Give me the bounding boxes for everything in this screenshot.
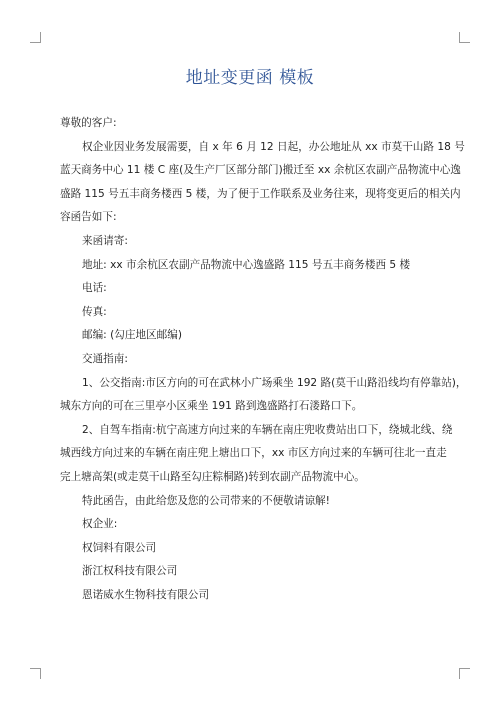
address-line: 地址: xx 市余杭区农副产品物流中心逸盛路 115 号五丰商务楼西 5 楼 [82, 258, 411, 271]
contact-heading: 来函请寄: [82, 234, 128, 247]
postcode-line: 邮编: (勾庄地区邮编) [82, 329, 182, 342]
intro-line-2: 蓝天商务中心 11 楼 C 座(及生产厂区部分部门)搬迁至 xx 余杭区农副产品物流中心逸 [60, 164, 461, 177]
bus-guide-line-2: 城东方向的可在三里亭小区乘坐 191 路到逸盛路打石溇路口下。 [60, 400, 363, 413]
intro-line-1: 权企业因业务发展需要，自 x 年 6 月 12 日起，办公地址从 xx 市莫干山路 18 号 [82, 140, 465, 153]
intro-line-3: 盛路 115 号五丰商务楼西 5 楼，为了便于工作联系及业务往来，现将变更后的相关内 [60, 187, 461, 200]
car-guide-line-3: 完上塘高架(或走莫干山路至勾庄粽桐路)转到农副产品物流中心。 [60, 470, 365, 483]
greeting: 尊敬的客户: [60, 117, 117, 129]
company-2: 浙江权科技有限公司 [82, 565, 178, 578]
document-title: 地址变更函 模板 [185, 68, 315, 88]
document-body [60, 112, 467, 607]
bus-guide-line-1: 1、公交指南:市区方向的可在武林小广场乘坐 192 路(莫干山路沿线均有停靠站)， [82, 376, 467, 389]
car-guide-line-2: 城西线方向过来的车辆在南庄兜上塘出口下，xx 市区方向过来的车辆可往北一直走 [60, 447, 447, 460]
company-1: 权饲料有限公司 [82, 541, 157, 554]
closing-line: 特此函告，由此给您及您的公司带来的不便敬请谅解! [82, 494, 330, 507]
signoff-line: 权企业: [82, 518, 118, 531]
fax-line: 传真: [82, 305, 107, 318]
crop-mark-bottom-left [30, 668, 41, 679]
crop-mark-top-left [30, 32, 41, 43]
crop-mark-top-right [459, 32, 470, 43]
crop-mark-bottom-right [459, 668, 470, 679]
car-guide-line-1: 2、自驾车指南:杭宁高速方向过来的车辆在南庄兜收费站出口下，绕城北线、绕 [82, 423, 453, 436]
transport-heading: 交通指南: [82, 352, 128, 365]
company-3: 恩诺威水生物科技有限公司 [82, 588, 210, 601]
phone-line: 电话: [82, 282, 107, 295]
intro-line-4: 容函告如下: [60, 211, 117, 224]
